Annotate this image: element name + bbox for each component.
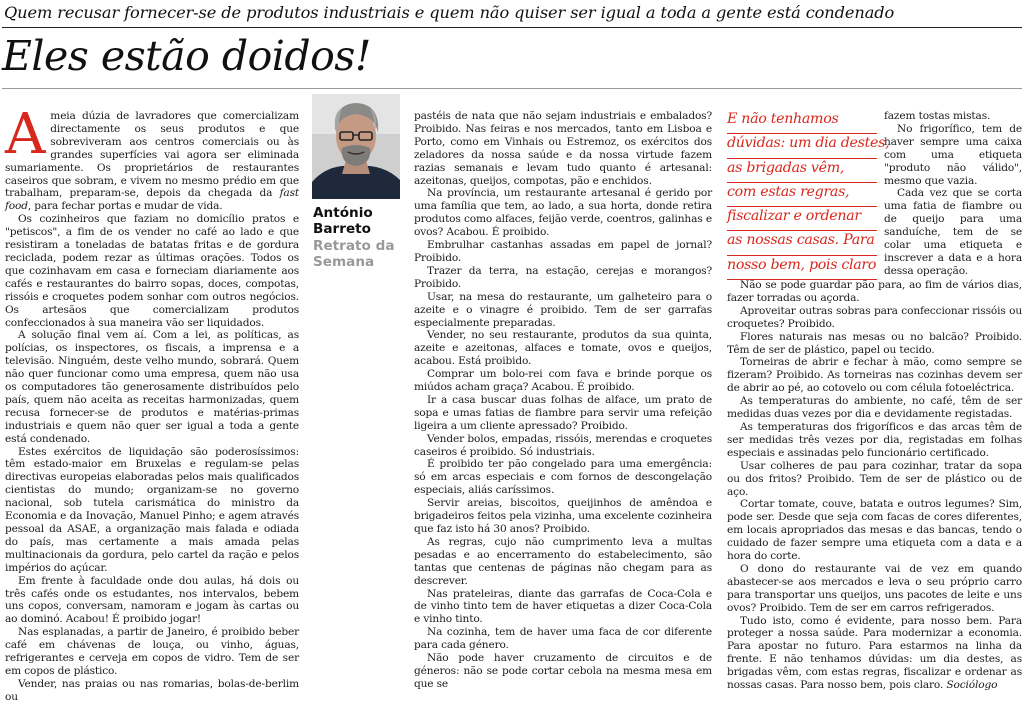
paragraph: Os cozinheiros que faziam no domicílio pratos e "petiscos", a fim de os vender no café ao lado e que resistiram a toneladas de batatas fritas e de gordura reciclada, podem rezar as últimas orações. Todos os que cozinhavam em casa e forneciam diariamente aos cafés e restaurantes do bairro sopas, doces, compotas, rissóis e croquetes podem sonhar com outros negócios. Os artesãos que comercializam produtos confeccionados à sua maneira vão ser liquidados. (5, 213, 299, 329)
paragraph: Cada vez que se corta uma fatia de fiambre ou de queijo para uma sanduíche, tem de se colar uma etiqueta e inscrever a data e a hora dessa operação. (884, 187, 1022, 277)
paragraph: No frigorífico, tem de haver sempre uma caixa com uma etiqueta "produto não válido", mesmo que vazia. (884, 122, 1022, 187)
section-label-line: Semana (313, 253, 375, 270)
pull-quote-line: com estas regras, (727, 183, 877, 207)
paragraph: Trazer da terra, na estação, cerejas e morangos? Proibido. (414, 264, 712, 290)
section-label (313, 239, 409, 270)
paragraph: Nas prateleiras, diante das garrafas de Coca-Cola e de vinho tinto tem de haver etiquetas a dizer Coca-Cola e vinho tinto. (414, 587, 712, 626)
section-label-line: Retrato da (313, 238, 395, 254)
pull-quote-line: fiscalizar e ordenar (727, 207, 877, 231)
paragraph-text: meia dúzia de lavradores que comercializam directamente os seus produtos e que sobreviveram aos centros comerciais ou às grandes superfícies vai agora ser eliminada sumariamente. Os proprietários de restaurantes caseiros que sobram, e vivem no mesmo prédio em que trabalham, preparam-se, depois da chegada da (5, 110, 299, 200)
pull-quote (727, 110, 890, 280)
paragraph: Flores naturais nas mesas ou no balcão? Proibido. Têm de ser de plástico, papel ou tecido. (727, 330, 1022, 356)
paragraph: Torneiras de abrir e fechar à mão, como sempre se fizeram? Proibido. As torneiras nas cozinhas devem ser de abrir ao pé, ao cotovelo ou com célula fotoeléctrica. (727, 356, 1022, 395)
paragraph: fazem tostas mistas. (884, 110, 991, 122)
kicker: Quem recusar fornecer-se de produtos industriais e quem não quiser ser igual a toda a gente está condenado (4, 3, 895, 22)
paragraph: Nas esplanadas, a partir de Janeiro, é proibido beber café em chávenas de louça, ou vinho, águas, refrigerantes e cerveja em copos de vidro. Tem de ser em copos de plástico. (5, 626, 299, 677)
drop-cap: A (5, 102, 46, 167)
paragraph (727, 615, 1022, 692)
paragraph: Não pode haver cruzamento de circuitos e de géneros: não se pode cortar cebola na mesma mesa em que se (414, 652, 712, 690)
paragraph: Usar colheres de pau para cozinhar, tratar da sopa ou dos fritos? Proibido. Tem de ser de plástico ou de aço. (727, 459, 1022, 498)
column-3-top (884, 110, 1022, 277)
paragraph: Vender, nas praias ou nas romarias, bolas-de-berlim ou (5, 677, 299, 703)
italic-term: fast food (5, 187, 299, 213)
paragraph: Aproveitar outras sobras para confeccionar rissóis ou croquetes? Proibido. (727, 304, 1022, 330)
paragraph: É proibido ter pão congelado para uma emergência: só em arcas especiais e com fornos de descongelação especiais, aliás caríssimos. (414, 458, 712, 497)
paragraph: Ir a casa buscar duas folhas de alface, um prato de sopa e umas fatias de fiambre para servir uma refeição ligeira a um cliente apressado? Proibido. (414, 393, 712, 432)
paragraph: Não se pode guardar pão para, ao fim de vários dias, fazer torradas ou açorda. (727, 279, 1022, 304)
paragraph: Vender, no seu restaurante, produtos da sua quinta, azeite e azeitonas, alfaces e tomate, ovos e queijos, acabou. Está proibido. (414, 329, 712, 368)
paragraph: pastéis de nata que não sejam industriais e embalados? Proibido. Nas feiras e nos mercados, tanto em Lisboa e Porto, como em Vinhais ou Estremoz, os exércitos dos zeladores da nossa saúde e da nossa virtude fazem razias semanais e levam tudo quanto é artesanal: azeitonas, queijos, compotas, pão e enchidos. (414, 110, 712, 187)
paragraph: A solução final vem aí. Com a lei, as políticas, as polícias, os inspectores, os fiscais, a imprensa e a televisão. Ninguém, deste velho mundo, sobrará. Quem não quer funcionar como uma empresa, quem não usa os computadores tão generosamente distribuídos pelo país, quem não aceita as receitas harmonizadas, quem recusa fornecer-se de produtos e matérias-primas industriais e quem não quer ser igual a toda a gente está condenado. (5, 329, 299, 445)
paragraph: Vender bolos, empadas, rissóis, merendas e croquetes caseiros é proibido. Só industriais. (414, 432, 712, 458)
column-1 (5, 102, 299, 710)
author-photo (312, 94, 400, 199)
pull-quote-line: as nossas casas. Para (727, 231, 877, 255)
author-name-line: António (313, 205, 373, 221)
author-name (313, 206, 409, 237)
paragraph: Usar, na mesa do restaurante, um galheteiro para o azeite e o vinagre é proibido. Tem de ser garrafas especialmente preparadas. (414, 290, 712, 329)
pull-quote-line: as brigadas vêm, (727, 159, 877, 183)
paragraph: Comprar um bolo-rei com fava e brinde porque os miúdos acham graça? Acabou. É proibido. (414, 368, 712, 394)
column-2 (414, 110, 712, 710)
pull-quote-line: nosso bem, pois claro (727, 256, 877, 280)
headline: Eles estão doidos! (2, 32, 371, 80)
signature: Sociólogo (946, 679, 998, 692)
paragraph: As temperaturas dos frigoríficos e das arcas têm de ser medidas três vezes por dia, registadas em folhas especiais e assinadas pelo funcionário certificado. (727, 420, 1022, 459)
pull-quote-line: E não tenhamos (727, 110, 877, 134)
headline-rule (2, 88, 1022, 89)
paragraph: Embrulhar castanhas assadas em papel de jornal? Proibido. (414, 239, 712, 264)
top-rule (2, 27, 1022, 28)
paragraph: Na província, um restaurante artesanal é gerido por uma família que tem, ao lado, a sua horta, donde retira produtos como alfaces, feijão verde, coentros, galinhas e ovos? Acabou. É proibido. (414, 187, 712, 239)
paragraph: As regras, cujo não cumprimento leva a multas pesadas e ao encerramento do estabelecimento, são tantas que centenas de páginas não chegam para as descrever. (414, 535, 712, 587)
paragraph: Estes exércitos de liquidação são poderosíssimos: têm estado-maior em Bruxelas e regulam-se pelas directivas europeias elaboradas pelos mais qualificados cientistas do mundo; organizam-se no governo nacional, sob tutela carismática do ministro da Economia e da Inovação, Manuel Pinho; e agem através pessoal da ASAE, a organização mais falada e odiada do país, mas certamente a mais amada pelas multinacionais da gordura, pelo cartel da ração e pelos impérios do açúcar. (5, 445, 299, 574)
author-name-line: Barreto (313, 220, 371, 237)
paragraph: Em frente à faculdade onde dou aulas, há dois ou três cafés onde os estudantes, nos intervalos, bebem uns copos, conversam, namoram e jogam às cartas ou ao dominó. Acabou! É proibido jogar! (5, 574, 299, 626)
pull-quote-line: dúvidas: um dia destes, (727, 134, 877, 158)
paragraph-text: , para fechar portas e mudar de vida. (27, 200, 223, 213)
column-3 (727, 279, 1022, 710)
paragraph: Cortar tomate, couve, batata e outros legumes? Sim, pode ser. Desde que seja com facas de cores diferentes, em locais apropriados das mesas e das bancas, tendo o cuidado de fazer sempre uma etiqueta com a data e a hora do corte. (727, 498, 1022, 563)
paragraph: O dono do restaurante vai de vez em quando abastecer-se aos mercados e leva o seu próprio carro para transportar uns queijos, uns pacotes de leite e uns ovos? Proibido. Tem de ser em carros refrigerados. (727, 562, 1022, 614)
paragraph: Na cozinha, tem de haver uma faca de cor diferente para cada género. (414, 626, 712, 652)
paragraph-text: Tudo isto, como é evidente, para nosso bem. Para proteger a nossa saúde. Para modernizar a economia. Para apostar no futuro. Para estarmos na linha da frente. E não tenhamos dúvidas: um dia destes, as brigadas vêm, com estas regras, fiscalizar e ordenar as nossas casas. Para nosso bem, pois claro. (727, 614, 1022, 692)
paragraph (5, 102, 299, 213)
paragraph: Servir areias, biscoitos, queijinhos de amêndoa e brigadeiros feitos pela vizinha, uma excelente cozinheira que faz isto há 30 anos? Proibido. (414, 497, 712, 535)
paragraph: As temperaturas do ambiente, no café, têm de ser medidas duas vezes por dia e devidamente registadas. (727, 395, 1022, 421)
